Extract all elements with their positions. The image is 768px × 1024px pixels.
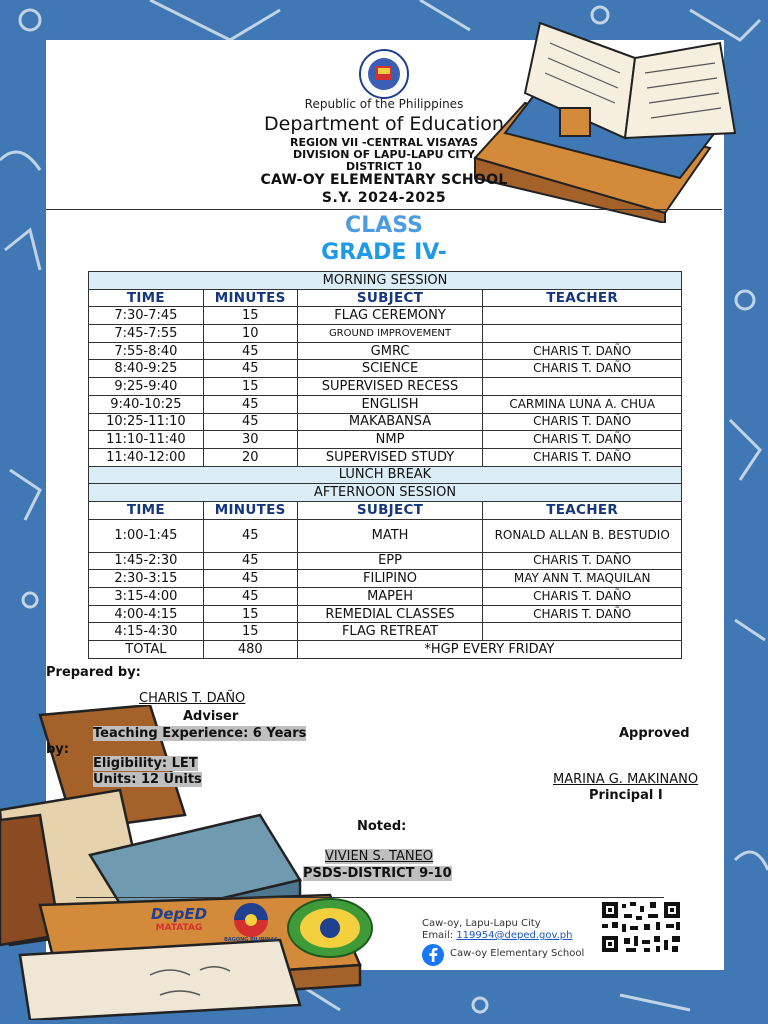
schedule-row <box>89 378 682 396</box>
subject-cell: MAPEH <box>297 588 483 606</box>
schedule-row <box>89 342 682 360</box>
approved-label: Approved <box>619 726 690 741</box>
morning-session-label-row <box>89 272 682 290</box>
schedule-row <box>89 360 682 378</box>
total-row <box>89 641 682 659</box>
noted-label: Noted: <box>357 819 407 834</box>
teacher-cell: RONALD ALLAN B. BESTUDIO <box>483 519 682 552</box>
subject-cell: EPP <box>297 552 483 570</box>
schedule-row <box>89 552 682 570</box>
schedule-row <box>89 623 682 641</box>
minutes-cell: 45 <box>203 413 297 431</box>
column-header: SUBJECT <box>297 289 483 307</box>
time-cell: 2:30-3:15 <box>89 570 204 588</box>
schedule-row <box>89 431 682 449</box>
minutes-cell: 45 <box>203 570 297 588</box>
hgp-note: *HGP EVERY FRIDAY <box>297 641 681 659</box>
units: Units: 12 Units <box>93 772 202 787</box>
afternoon-session-label-row <box>89 484 682 502</box>
subject-cell: SUPERVISED RECESS <box>297 378 483 396</box>
approved-by-label: by: <box>46 742 69 757</box>
time-cell: 3:15-4:00 <box>89 588 204 606</box>
time-cell: 8:40-9:25 <box>89 360 204 378</box>
teacher-cell <box>483 623 682 641</box>
schedule-row <box>89 413 682 431</box>
subject-cell: FLAG RETREAT <box>297 623 483 641</box>
teacher-cell: CARMINA LUNA A. CHUA <box>483 395 682 413</box>
email-link[interactable]: 119954@deped.gov.ph <box>456 930 573 941</box>
adviser-title: Adviser <box>183 709 239 724</box>
minutes-cell: 45 <box>203 342 297 360</box>
time-cell: 7:45-7:55 <box>89 325 204 343</box>
column-header: TEACHER <box>483 289 682 307</box>
schedule-row <box>89 570 682 588</box>
school-year: S.Y. 2024-2025 <box>321 190 447 206</box>
column-header: SUBJECT <box>297 501 483 519</box>
teacher-cell <box>483 325 682 343</box>
time-cell: 1:45-2:30 <box>89 552 204 570</box>
district-text: DISTRICT 10 <box>346 160 422 173</box>
column-header: MINUTES <box>203 501 297 519</box>
schedule-row <box>89 588 682 606</box>
qr-code <box>600 900 682 954</box>
column-header: MINUTES <box>203 289 297 307</box>
lunch-break-label: LUNCH BREAK <box>89 466 682 484</box>
column-header: TEACHER <box>483 501 682 519</box>
teacher-cell: CHARIS T. DAÑO <box>483 413 682 431</box>
class-title: CLASS <box>345 213 423 238</box>
footer-email-row <box>422 930 572 941</box>
time-cell: 10:25-11:10 <box>89 413 204 431</box>
total-minutes: 480 <box>203 641 297 659</box>
school-seal-logo <box>286 898 374 958</box>
time-cell: 9:25-9:40 <box>89 378 204 396</box>
bagong-pilipinas-text: BAGONG PILIPINAS <box>224 937 278 943</box>
teacher-cell: MAY ANN T. MAQUILAN <box>483 570 682 588</box>
column-header: TIME <box>89 289 204 307</box>
eligibility: Eligibility: LET <box>93 756 198 771</box>
time-cell: 7:55-8:40 <box>89 342 204 360</box>
minutes-cell: 45 <box>203 395 297 413</box>
prepared-by-label: Prepared by: <box>46 665 141 680</box>
minutes-cell: 45 <box>203 552 297 570</box>
footer-address: Caw-oy, Lapu-Lapu City <box>422 918 541 929</box>
morning-session-label: MORNING SESSION <box>89 272 682 290</box>
schedule-row <box>89 519 682 552</box>
subject-cell: FILIPINO <box>297 570 483 588</box>
subject-cell: FLAG CEREMONY <box>297 307 483 325</box>
schedule-row <box>89 448 682 466</box>
afternoon-session-label: AFTERNOON SESSION <box>89 484 682 502</box>
grade-title: GRADE IV- <box>321 240 447 265</box>
minutes-cell: 45 <box>203 360 297 378</box>
republic-text: Republic of the Philippines <box>304 97 464 111</box>
minutes-cell: 20 <box>203 448 297 466</box>
subject-cell: GMRC <box>297 342 483 360</box>
subject-cell: ENGLISH <box>297 395 483 413</box>
time-cell: 1:00-1:45 <box>89 519 204 552</box>
time-cell: 4:15-4:30 <box>89 623 204 641</box>
subject-cell: GROUND IMPROVEMENT <box>297 325 483 343</box>
schedule-row <box>89 307 682 325</box>
header-divider <box>46 209 722 210</box>
teacher-cell: CHARIS T. DAÑO <box>483 448 682 466</box>
column-header-row <box>89 501 682 519</box>
time-cell: 7:30-7:45 <box>89 307 204 325</box>
time-cell: 11:40-12:00 <box>89 448 204 466</box>
subject-cell: NMP <box>297 431 483 449</box>
subject-cell: SUPERVISED STUDY <box>297 448 483 466</box>
minutes-cell: 45 <box>203 519 297 552</box>
minutes-cell: 45 <box>203 588 297 606</box>
schedule-row <box>89 325 682 343</box>
total-label: TOTAL <box>89 641 204 659</box>
schedule-row <box>89 605 682 623</box>
subject-cell: MATH <box>297 519 483 552</box>
teaching-experience: Teaching Experience: 6 Years <box>93 726 307 741</box>
subject-cell: REMEDIAL CLASSES <box>297 605 483 623</box>
teacher-cell: CHARIS T. DAÑO <box>483 552 682 570</box>
teacher-cell: CHARIS T. DAÑO <box>483 342 682 360</box>
facebook-page-name[interactable]: Caw-oy Elementary School <box>450 948 585 959</box>
facebook-icon <box>420 942 446 968</box>
psds-name: VIVIEN S. TANEO <box>325 849 434 864</box>
matatag-text: MATATAG <box>155 923 203 933</box>
column-header: TIME <box>89 501 204 519</box>
deped-matatag-logo <box>146 905 212 943</box>
school-name: CAW-OY ELEMENTARY SCHOOL <box>260 172 508 188</box>
teacher-cell <box>483 307 682 325</box>
lunch-break-label-row <box>89 466 682 484</box>
psds-title: PSDS-DISTRICT 9-10 <box>303 866 452 881</box>
teacher-cell: CHARIS T. DAÑO <box>483 360 682 378</box>
time-cell: 11:10-11:40 <box>89 431 204 449</box>
column-header-row <box>89 289 682 307</box>
principal-title: Principal I <box>589 788 663 803</box>
minutes-cell: 10 <box>203 325 297 343</box>
minutes-cell: 15 <box>203 623 297 641</box>
teacher-cell: CHARIS T. DAÑO <box>483 431 682 449</box>
schedule-table <box>88 271 682 659</box>
subject-cell: SCIENCE <box>297 360 483 378</box>
deped-logo-text: DepED <box>150 905 208 923</box>
time-cell: 4:00-4:15 <box>89 605 204 623</box>
minutes-cell: 30 <box>203 431 297 449</box>
deped-seal-logo <box>350 48 418 100</box>
email-label: Email: <box>422 930 454 941</box>
teacher-cell <box>483 378 682 396</box>
principal-name: MARINA G. MAKINANO <box>553 772 699 787</box>
schedule-row <box>89 395 682 413</box>
subject-cell: MAKABANSA <box>297 413 483 431</box>
minutes-cell: 15 <box>203 605 297 623</box>
adviser-name: CHARIS T. DAÑO <box>139 691 246 706</box>
time-cell: 9:40-10:25 <box>89 395 204 413</box>
minutes-cell: 15 <box>203 307 297 325</box>
minutes-cell: 15 <box>203 378 297 396</box>
division-text: DIVISION OF LAPU-LAPU CITY <box>293 148 475 161</box>
teacher-cell: CHARIS T. DAÑO <box>483 588 682 606</box>
teacher-cell: CHARIS T. DAÑO <box>483 605 682 623</box>
region-text: REGION VII -CENTRAL VISAYAS <box>289 136 479 149</box>
department-title: Department of Education <box>264 113 504 135</box>
